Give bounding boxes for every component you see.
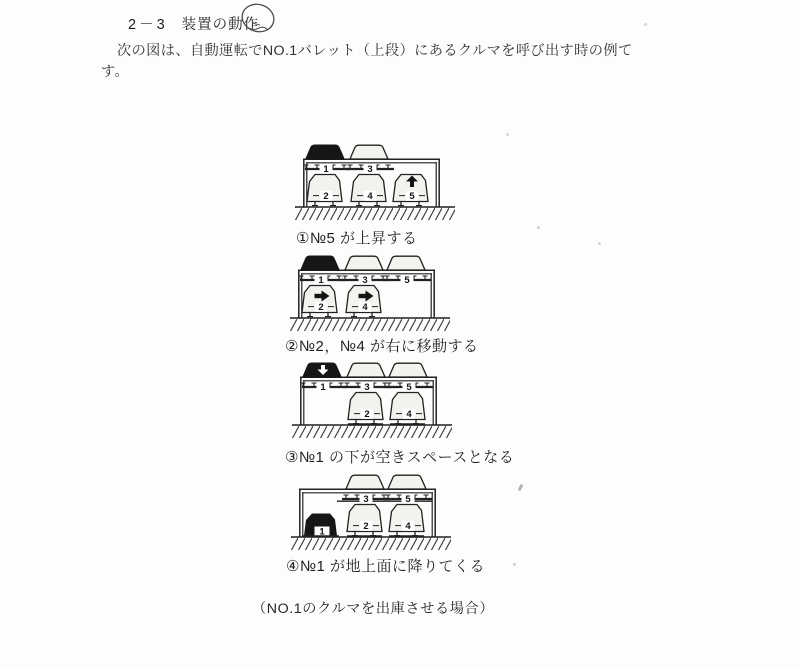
pallet-bar-5 [384,494,432,505]
pallet-car-5-upper [387,256,425,270]
svg-text:3: 3 [367,163,373,175]
pallet-bar-3 [341,275,389,286]
car-2-lower [302,286,337,317]
footer-note: （NO.1のクルマを出庫させる場合） [252,601,495,617]
svg-text:1: 1 [319,526,325,538]
svg-text:4: 4 [367,190,373,202]
pallet-bar-5 [383,275,431,286]
pallet-car-3-upper [345,256,383,270]
car-4-lower [389,505,424,537]
scan-speck [518,484,524,492]
car-2-lower [348,393,383,425]
pallet-car-5-upper [388,475,426,489]
scan-speck [506,133,509,136]
pallet-car-1-upper [301,256,339,270]
scan-speck [513,563,516,566]
car-5-lower [393,175,428,206]
svg-text:3: 3 [362,274,368,286]
car-2-lower [307,175,342,206]
svg-text:2: 2 [318,301,324,313]
svg-text:1: 1 [323,163,329,175]
svg-text:4: 4 [362,301,368,313]
svg-text:5: 5 [404,274,410,286]
ground-hatch [295,207,455,220]
step-4-caption: ④№1 が地上面に降りてくる [286,558,486,575]
ground-hatch [292,425,452,438]
scan-speck [598,242,601,245]
svg-text:2: 2 [363,520,369,532]
svg-text:5: 5 [406,381,412,393]
svg-text:5: 5 [405,493,411,505]
svg-text:3: 3 [364,381,370,393]
svg-text:2: 2 [364,408,370,420]
svg-text:1: 1 [320,381,326,393]
intro-line-1: 次の図は、自動運転でNO.1バレット（上段）にあるクルマを呼び出す時の例て [117,43,633,59]
car-4-lower [346,286,381,317]
step-1-caption: ①№5 が上昇する [296,230,418,247]
pallet-car-3-upper [347,363,385,377]
svg-text:2: 2 [323,190,329,202]
svg-text:3: 3 [363,493,369,505]
pallet-bar-3 [346,164,394,175]
step-1-diagram [295,143,455,221]
car-4-lower [390,393,425,425]
intro-line-2: す。 [101,64,130,80]
svg-text:4: 4 [405,520,411,532]
step-2-caption: ②№2，№4 が右に移動する [285,338,479,355]
pallet-bar-3 [343,382,391,393]
car-2-lower [347,505,382,537]
step-2-diagram [290,254,450,332]
car-4-lower [351,175,386,206]
svg-text:4: 4 [406,408,412,420]
pallet-bar-1 [301,382,348,393]
pallet-bar-5 [385,382,433,393]
step-3-caption: ③№1 の下が空きスペースとなる [285,449,515,466]
pallet-bar-3 [342,494,390,505]
scan-speck [537,226,540,229]
scan-speck [644,23,647,26]
pallet-bar-1 [299,275,346,286]
ground-hatch [290,318,450,331]
step-3-diagram [292,361,452,439]
pallet-car-1-upper [303,363,341,377]
svg-text:5: 5 [409,190,415,202]
car-1-lower [302,514,339,538]
section-title: 装置の動作 [181,17,260,33]
pallet-car-3-upper [350,145,388,159]
step-4-diagram [291,473,451,551]
pallet-car-3-upper [346,475,384,489]
pallet-car-5-upper [389,363,427,377]
pen-scribble-icon [237,1,279,37]
pallet-car-1-upper [306,145,344,159]
pallet-bar-1 [304,164,351,175]
section-number: 2－3 [128,17,168,33]
svg-text:1: 1 [318,274,324,286]
ground-hatch [291,537,451,550]
